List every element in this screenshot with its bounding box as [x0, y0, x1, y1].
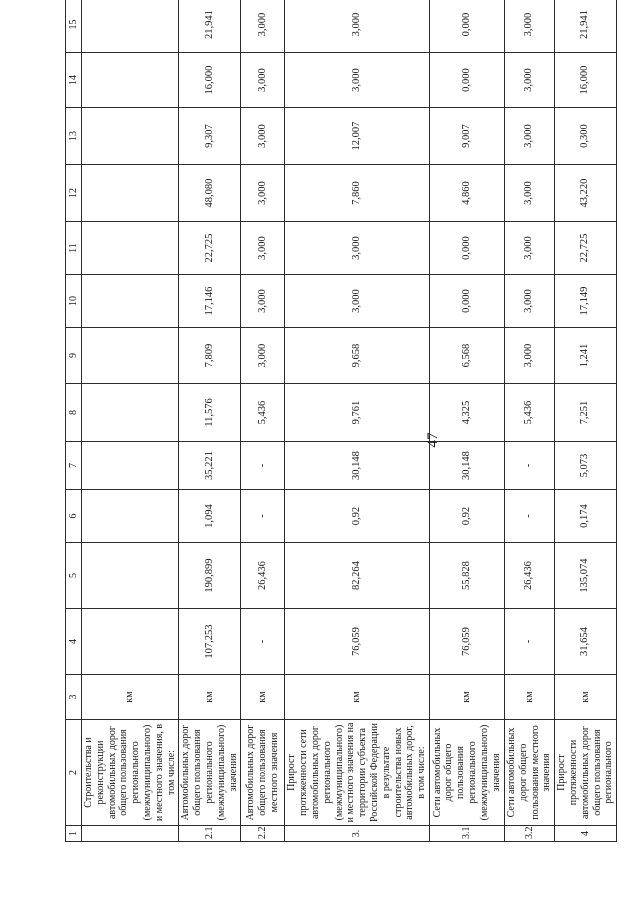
value-cell: - — [241, 490, 285, 543]
row-name-cell: Сети автомобильных дорог общего пользования местного значения — [504, 720, 554, 826]
col-header: 3 — [66, 675, 82, 720]
value-cell: 0,000 — [429, 222, 504, 275]
value-cell: 190,899 — [179, 543, 241, 609]
row-unit-cell: км — [555, 675, 617, 720]
value-cell: 3,000 — [285, 275, 430, 328]
value-cell: - — [504, 442, 554, 490]
value-cell: 9,658 — [285, 328, 430, 384]
value-cell: 3,000 — [241, 328, 285, 384]
value-cell: 17,149 — [555, 275, 617, 328]
value-cell: 12,007 — [285, 108, 430, 165]
value-cell: 21,941 — [179, 0, 241, 53]
row-unit-cell: км — [241, 675, 285, 720]
value-cell: 22,725 — [179, 222, 241, 275]
value-cell — [82, 275, 179, 328]
data-table — [65, 0, 617, 842]
value-cell — [82, 0, 179, 53]
value-cell: 4,325 — [429, 384, 504, 442]
value-cell — [82, 165, 179, 222]
col-header: 14 — [66, 53, 82, 108]
row-number-cell: 2.2 — [241, 826, 285, 842]
value-cell: 7,251 — [555, 384, 617, 442]
value-cell: 3,000 — [241, 108, 285, 165]
col-header: 9 — [66, 328, 82, 384]
value-cell: 6,568 — [429, 328, 504, 384]
value-cell — [82, 490, 179, 543]
table-row — [285, 0, 430, 842]
table-row — [241, 0, 285, 842]
value-cell: 7,809 — [179, 328, 241, 384]
value-cell: 107,253 — [179, 609, 241, 675]
table-row — [82, 0, 179, 842]
value-cell: 1,094 — [179, 490, 241, 543]
value-cell — [82, 222, 179, 275]
col-header: 1 — [66, 826, 82, 842]
value-cell — [82, 108, 179, 165]
value-cell: 26,436 — [241, 543, 285, 609]
value-cell: 3,000 — [241, 53, 285, 108]
value-cell: 0,000 — [429, 53, 504, 108]
value-cell: 3,000 — [504, 108, 554, 165]
value-cell: 135,074 — [555, 543, 617, 609]
col-header: 12 — [66, 165, 82, 222]
value-cell: 48,080 — [179, 165, 241, 222]
row-number-cell: 4 — [555, 826, 617, 842]
value-cell: 3,000 — [504, 275, 554, 328]
value-cell: 16,000 — [555, 53, 617, 108]
table-body — [82, 0, 617, 842]
row-unit-cell: км — [179, 675, 241, 720]
value-cell: 9,307 — [179, 108, 241, 165]
value-cell — [82, 609, 179, 675]
value-cell: - — [504, 490, 554, 543]
row-name-cell: Прирост протяженности сети автомобильных дорог регионального (межмуниципального) и местного значения на территории субъекта Российской Федерации в результате строительства новых автомобильных дорог, в том числе: — [285, 720, 430, 826]
value-cell: 0,92 — [285, 490, 430, 543]
value-cell: 3,000 — [504, 0, 554, 53]
value-cell: 3,000 — [504, 222, 554, 275]
table-row — [504, 0, 554, 842]
value-cell — [82, 328, 179, 384]
row-number-cell: 3.2 — [504, 826, 554, 842]
value-cell: 7,860 — [285, 165, 430, 222]
value-cell: 3,000 — [285, 0, 430, 53]
value-cell: 35,221 — [179, 442, 241, 490]
row-unit-cell: км — [285, 675, 430, 720]
value-cell: 5,073 — [555, 442, 617, 490]
value-cell: 0,174 — [555, 490, 617, 543]
header-row — [66, 0, 82, 842]
col-header: 4 — [66, 609, 82, 675]
value-cell: 3,000 — [504, 53, 554, 108]
value-cell: 4,860 — [429, 165, 504, 222]
value-cell: 5,436 — [241, 384, 285, 442]
value-cell: 16,000 — [179, 53, 241, 108]
row-name-cell: Сети автомобильных дорог общего пользования регионального (межмуниципального) значения — [429, 720, 504, 826]
value-cell: 3,000 — [504, 328, 554, 384]
row-name-cell: Автомобильных дорог общего пользования местного значения — [241, 720, 285, 826]
col-header: 13 — [66, 108, 82, 165]
value-cell: 0,000 — [429, 0, 504, 53]
value-cell: 9,007 — [429, 108, 504, 165]
col-header: 11 — [66, 222, 82, 275]
value-cell: 43,220 — [555, 165, 617, 222]
value-cell: 76,059 — [285, 609, 430, 675]
value-cell: 3,000 — [241, 275, 285, 328]
row-unit-cell: км — [429, 675, 504, 720]
value-cell: 3,000 — [504, 165, 554, 222]
value-cell: 17,146 — [179, 275, 241, 328]
col-header: 6 — [66, 490, 82, 543]
value-cell: 55,828 — [429, 543, 504, 609]
table-row — [555, 0, 617, 842]
value-cell: 3,000 — [241, 222, 285, 275]
value-cell: 9,761 — [285, 384, 430, 442]
value-cell: 76,059 — [429, 609, 504, 675]
row-name-cell: Прирост протяженности автомобильных дорог общего пользования регионального — [555, 720, 617, 826]
row-number-cell: 3.1 — [429, 826, 504, 842]
value-cell: 11,576 — [179, 384, 241, 442]
value-cell: 30,148 — [285, 442, 430, 490]
value-cell — [82, 543, 179, 609]
value-cell: - — [504, 609, 554, 675]
row-number-cell — [82, 826, 179, 842]
value-cell: 21,941 — [555, 0, 617, 53]
row-number-cell: 3. — [285, 826, 430, 842]
value-cell: 82,264 — [285, 543, 430, 609]
value-cell: 22,725 — [555, 222, 617, 275]
row-unit-cell: км — [504, 675, 554, 720]
value-cell: 0,000 — [429, 275, 504, 328]
value-cell: - — [241, 442, 285, 490]
value-cell: 3,000 — [285, 222, 430, 275]
col-header: 7 — [66, 442, 82, 490]
row-unit-cell: км — [82, 675, 179, 720]
value-cell: 26,436 — [504, 543, 554, 609]
value-cell: 5,436 — [504, 384, 554, 442]
value-cell — [82, 53, 179, 108]
row-number-cell: 2.1 — [179, 826, 241, 842]
col-header: 10 — [66, 275, 82, 328]
value-cell: 3,000 — [285, 53, 430, 108]
value-cell — [82, 442, 179, 490]
col-header: 5 — [66, 543, 82, 609]
table-row — [179, 0, 241, 842]
col-header: 2 — [66, 720, 82, 826]
value-cell: 1,241 — [555, 328, 617, 384]
col-header: 8 — [66, 384, 82, 442]
table-row — [429, 0, 504, 842]
value-cell — [82, 384, 179, 442]
value-cell: 31,654 — [555, 609, 617, 675]
data-table-frame — [65, 10, 615, 842]
col-header: 15 — [66, 0, 82, 53]
value-cell: 3,000 — [241, 165, 285, 222]
value-cell: 3,000 — [241, 0, 285, 53]
row-name-cell: Строительства и реконструкции автомобильных дорог общего пользования регионального (межмуниципального) и местного значения, в том числе: — [82, 720, 179, 826]
page-number: 47 — [425, 432, 441, 448]
row-name-cell: Автомобильных дорог общего пользования регионального (межмуниципального) значения — [179, 720, 241, 826]
value-cell: 0,92 — [429, 490, 504, 543]
value-cell: 30,148 — [429, 442, 504, 490]
value-cell: 0,300 — [555, 108, 617, 165]
value-cell: - — [241, 609, 285, 675]
